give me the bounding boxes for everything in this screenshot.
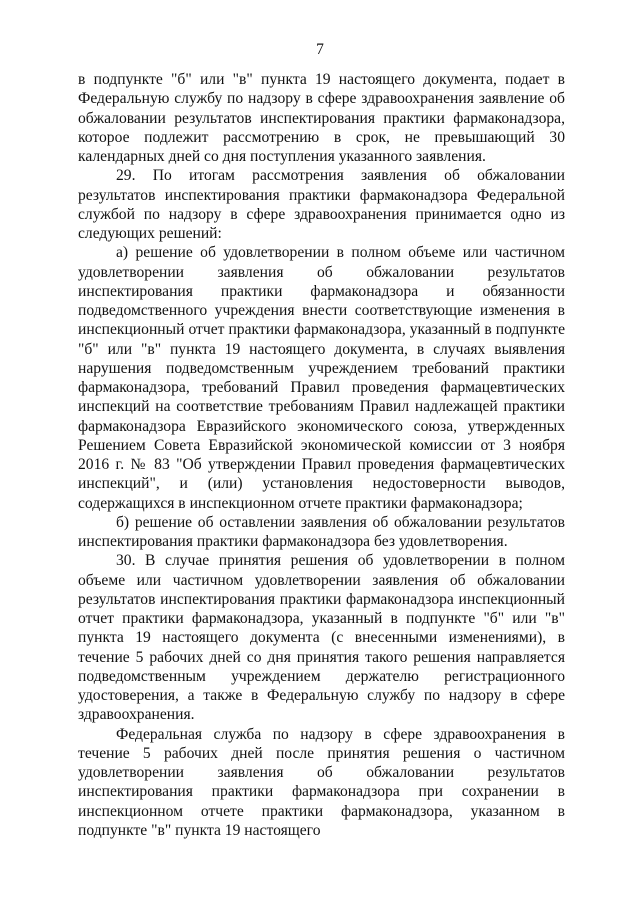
paragraph-30-continued: Федеральная служба по надзору в сфере здравоохранения в течение 5 рабочих дней после принятия решения о частичном удовлетворении заявления об обжаловании результатов инспектирования практики фармаконадзора при сохранении в инспекционном отчете практики фармаконадзора, указанном в подпункте "в" пункта 19 настоящего [78, 725, 565, 839]
paragraph-29-b: б) решение об оставлении заявления об обжаловании результатов инспектирования практики фармаконадзора без удовлетворения. [78, 513, 565, 550]
paragraph-29: 29. По итогам рассмотрения заявления об обжаловании результатов инспектирования практики фармаконадзора Федеральной службой по надзору в сфере здравоохранения принимается одно из следующих решений: [78, 167, 565, 242]
paragraph-29-a: а) решение об удовлетворении в полном объеме или частичном удовлетворении заявления об обжаловании результатов инспектирования практики фармаконадзора и обязанности подведомственного учреждения внести соответствующие изменения в инспекционный отчет практики фармаконадзора, указанный в подпункте "б" или "в" пункта 19 настоящего документа, в случаях выявления нарушения подведомственным учреждением требований практики фармаконадзора, требований Правил проведения фармацевтических инспекций на соответствие требованиям Правил надлежащей практики фармаконадзора Евразийского экономического союза, утвержденных Решением Совета Евразийской экономической комиссии от 3 ноября 2016 г. № 83 "Об утверждении Правил проведения фармацевтических инспекций", и (или) установления недостоверности выводов, содержащихся в инспекционном отчете практики фармаконадзора; [78, 244, 565, 512]
paragraph-30: 30. В случае принятия решения об удовлетворении в полном объеме или частичном удовлетворении заявления об обжаловании результатов инспектирования практики фармаконадзора инспекционный отчет практики фармаконадзора, указанный в подпункте "б" или "в" пункта 19 настоящего документа (с внесенными изменениями), в течение 5 рабочих дней со дня принятия такого решения направляется подведомственным учреждением держателю регистрационного удостоверения, а также в Федеральную службу по надзору в сфере здравоохранения. [78, 552, 565, 724]
page-number: 7 [316, 41, 324, 58]
document-body [78, 70, 565, 840]
paragraph-continuation: в подпункте "б" или "в" пункта 19 настоящего документа, подает в Федеральную службу по надзору в сфере здравоохранения заявление об обжаловании результатов инспектирования практики фармаконадзора, которое подлежит рассмотрению в срок, не превышающий 30 календарных дней со дня поступления указанного заявления. [78, 71, 565, 165]
